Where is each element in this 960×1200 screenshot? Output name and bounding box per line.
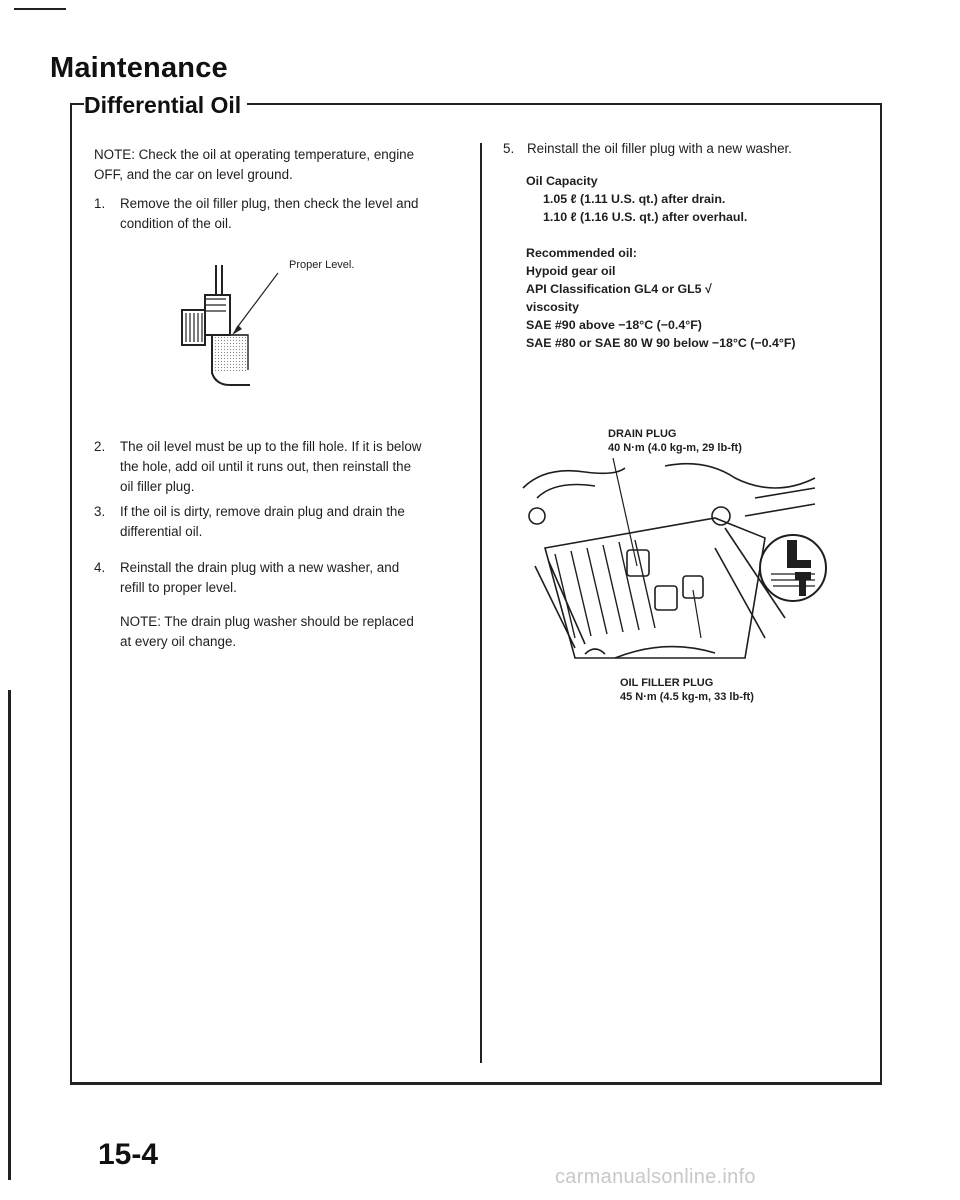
- step-line: Remove the oil filler plug, then check the level and: [120, 196, 419, 211]
- note-line: at every oil change.: [120, 634, 237, 649]
- step-number: 4.: [94, 560, 106, 575]
- step-number: 2.: [94, 439, 106, 454]
- recommended-line: SAE #90 above −18°C (−0.4°F): [526, 318, 702, 332]
- note-line: NOTE: Check the oil at operating temperature, engine: [94, 147, 415, 162]
- recommended-heading: Recommended oil:: [526, 246, 637, 260]
- oil-capacity-block: [526, 172, 876, 226]
- recommended-line: API Classification GL4 or GL5 √: [526, 282, 712, 296]
- level-check-symbol-icon: [760, 535, 826, 601]
- step-line: oil filler plug.: [120, 479, 195, 494]
- step-line: refill to proper level.: [120, 580, 237, 595]
- watermark: carmanualsonline.info: [555, 1166, 756, 1188]
- step-body: Reinstall the oil filler plug with a new washer.: [527, 141, 792, 156]
- oil-filler-plug-callout: [620, 676, 754, 704]
- step-number: 5.: [503, 141, 515, 156]
- step-number: 3.: [94, 504, 106, 519]
- note-washer: [120, 612, 470, 652]
- drain-plug-callout: [608, 427, 742, 455]
- drain-plug-torque: 40 N·m (4.0 kg-m, 29 lb-ft): [608, 442, 742, 454]
- column-divider: [480, 143, 482, 1063]
- step-body: [120, 194, 419, 234]
- filler-plug-level-diagram: [160, 255, 360, 390]
- note-line: NOTE: The drain plug washer should be replaced: [120, 614, 414, 629]
- step-body: [120, 437, 421, 497]
- step-line: If the oil is dirty, remove drain plug and drain the: [120, 504, 405, 519]
- section-title: Maintenance: [50, 52, 228, 84]
- top-rule: [14, 8, 66, 10]
- note-top: [94, 145, 414, 185]
- step-line: Reinstall the drain plug with a new washer, and: [120, 560, 400, 575]
- step-number: 1.: [94, 196, 106, 211]
- recommended-oil-block: [526, 244, 886, 352]
- page-number: 15-4: [98, 1138, 159, 1171]
- step-line: differential oil.: [120, 524, 203, 539]
- step-line: the hole, add oil until it runs out, then reinstall the: [120, 459, 412, 474]
- filler-plug-label: OIL FILLER PLUG: [620, 677, 714, 689]
- capacity-heading: Oil Capacity: [526, 174, 598, 188]
- recommended-line: Hypoid gear oil: [526, 264, 616, 278]
- recommended-line: SAE #80 or SAE 80 W 90 below −18°C (−0.4°F): [526, 336, 796, 350]
- step-line: condition of the oil.: [120, 216, 232, 231]
- differential-housing-illustration: [515, 458, 833, 670]
- filler-plug-torque: 45 N·m (4.5 kg-m, 33 lb-ft): [620, 691, 754, 703]
- step-body: [120, 502, 405, 542]
- capacity-line: 1.05 ℓ (1.11 U.S. qt.) after drain.: [543, 192, 726, 206]
- binding-edge-bar: [8, 690, 11, 1180]
- subsection-title: Differential Oil: [84, 92, 247, 119]
- proper-level-label: Proper Level.: [289, 259, 355, 271]
- step-line: The oil level must be up to the fill hole. If it is below: [120, 439, 422, 454]
- capacity-line: 1.10 ℓ (1.16 U.S. qt.) after overhaul.: [543, 210, 748, 224]
- step-body: [120, 558, 399, 598]
- recommended-line: viscosity: [526, 300, 580, 314]
- drain-plug-label: DRAIN PLUG: [608, 428, 677, 440]
- note-line: OFF, and the car on level ground.: [94, 167, 293, 182]
